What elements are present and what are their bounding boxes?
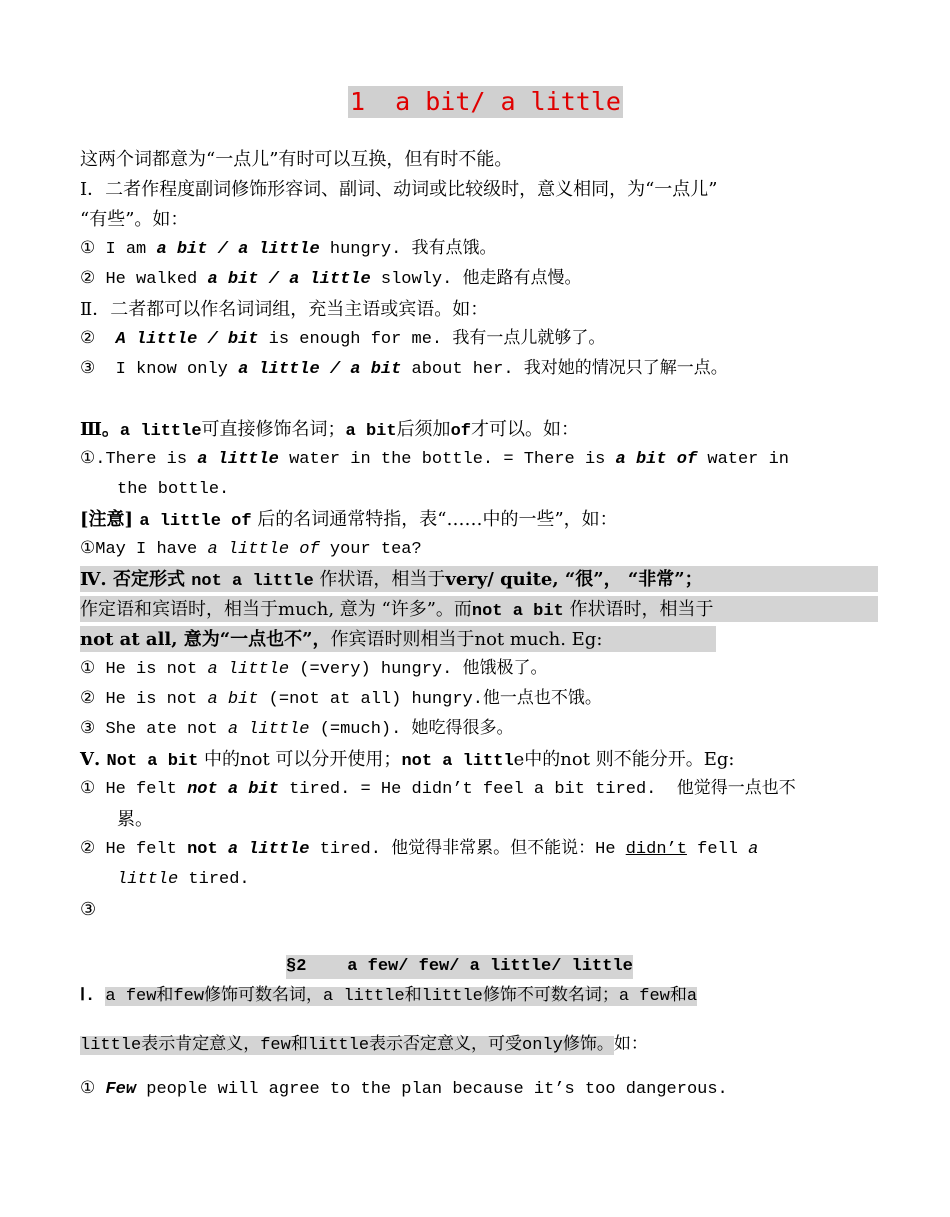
section-3-example-1-cont: the bottle. <box>117 480 230 499</box>
intro-text: 这两个词都意为“一点儿”有时可以互换，但有时不能。 <box>80 149 513 170</box>
section-4-heading-1: Ⅳ. 否定形式 not a little 作状语，相当于very/ quite, “很”， “非常”； <box>80 569 703 591</box>
section-5-example-2: ② He felt not a little tired. 他觉得非常累。但不能说：He didn’t fell a <box>80 840 759 859</box>
section-1-heading-cont: “有些”。如： <box>80 209 189 230</box>
section-4-example-2: ② He is not a bit (=not at all) hungry.他一点也不饿。 <box>80 690 602 709</box>
section-3-note: [注意] a little of 后的名词通常特指，表“……中的一些”，如： <box>80 509 618 531</box>
section-3-example-2: ①May I have a little of your tea? <box>80 540 422 559</box>
section-2-title: §2 a few/ few/ a little/ little <box>286 955 633 979</box>
section-4-heading-3: not at all, 意为“一点也不”，作宾语时则相当于not much. Eg: <box>80 629 603 650</box>
section-5-example-3: ③ <box>80 899 97 920</box>
sec2-line-2: little表示肯定意义，few和little表示否定意义，可受only修饰。如： <box>80 1036 648 1055</box>
section-4-example-1: ① He is not a little (=very) hungry. 他饿极了。 <box>80 660 548 679</box>
page-title: 1 a bit/ a little <box>350 87 621 116</box>
section-1-heading: Ⅰ．二者作程度副词修饰形容词、副词、动词或比较级时，意义相同，为“一点儿” <box>80 179 718 200</box>
section-3-heading: Ⅲ。a little可直接修饰名词；a bit后须加of才可以。如： <box>80 419 579 441</box>
section-5-example-2-cont: little tired. <box>117 870 250 889</box>
section-3-example-1: ①.There is a little water in the bottle. = There is a bit of water in <box>80 450 789 469</box>
sec2-example-1: ① Few people will agree to the plan because it’s too dangerous. <box>80 1080 728 1099</box>
section-2-example-1: ② A little / bit is enough for me. 我有一点儿就够了。 <box>80 330 606 349</box>
section-5-example-1: ① He felt not a bit tired. = He didn’t feel a bit tired. 他觉得一点也不 <box>80 780 796 799</box>
section-4-heading-2: 作定语和宾语时，相当于much, 意为 “许多”。而not a bit 作状语时，相当于 <box>80 599 714 621</box>
section-1-example-1: ① I am a bit / a little hungry. 我有点饿。 <box>80 240 497 259</box>
section-2-example-2: ③ I know only a little / a bit about her. 我对她的情况只了解一点。 <box>80 360 728 379</box>
section-5-example-1-cont: 累。 <box>117 809 153 830</box>
sec2-line-1: Ⅰ. a few和few修饰可数名词，a little和little修饰不可数名词；a few和a <box>80 987 698 1006</box>
section-1-example-2: ② He walked a bit / a little slowly. 他走路有点慢。 <box>80 270 582 289</box>
section-2-heading: Ⅱ．二者都可以作名词词组，充当主语或宾语。如： <box>80 299 489 320</box>
section-4-example-3: ③ She ate not a little (=much). 她吃得很多。 <box>80 720 514 739</box>
section-5-heading: Ⅴ. Not a bit 中的not 可以分开使用；not a little中的not 则不能分开。Eg: <box>80 749 735 771</box>
